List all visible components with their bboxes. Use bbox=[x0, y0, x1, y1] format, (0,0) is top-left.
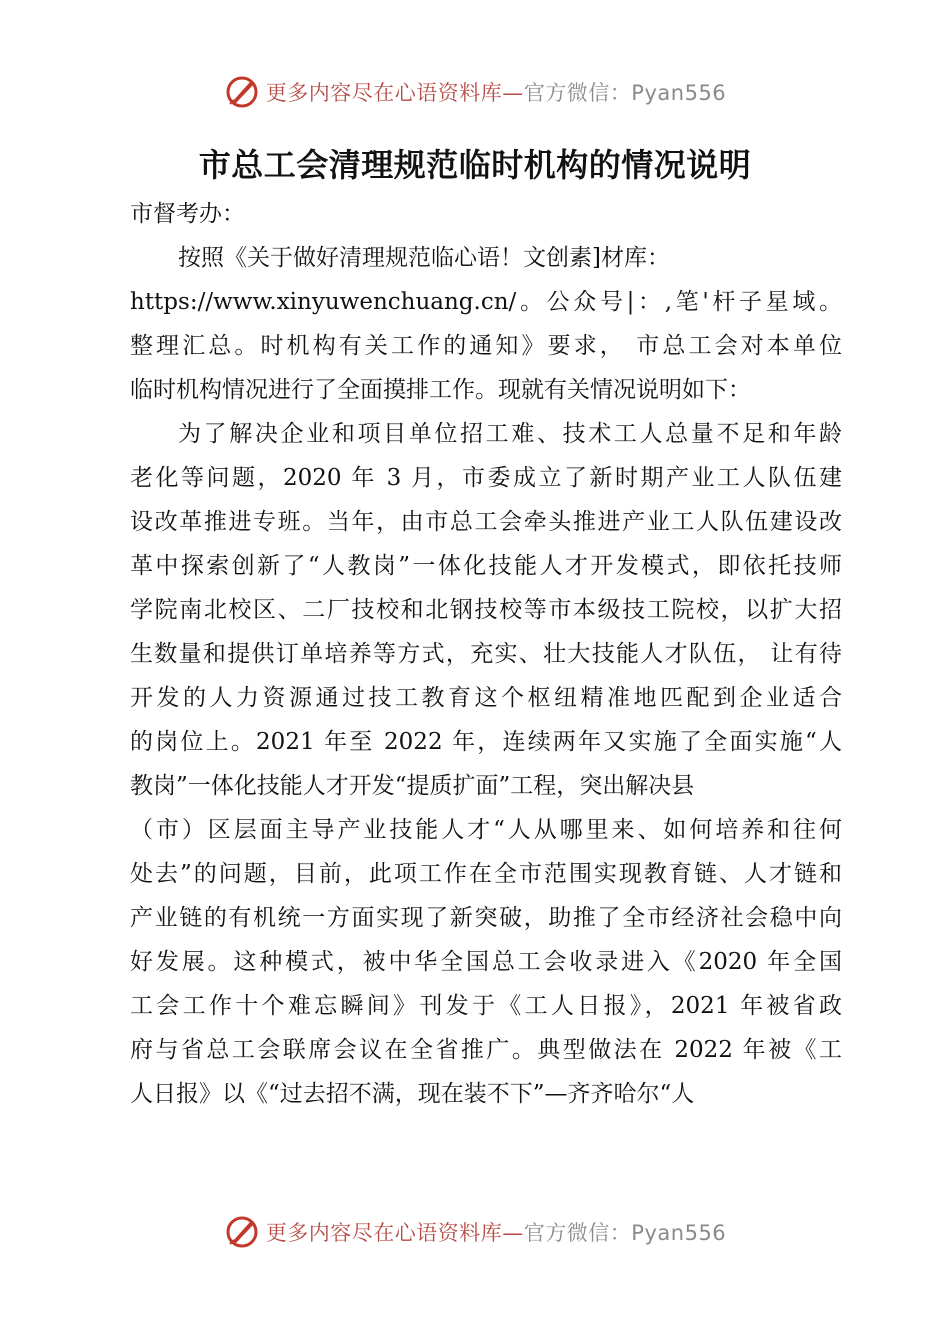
header-banner bbox=[0, 72, 950, 112]
paragraph-line: 处去”的问题，目前，此项工作在全市范围实现教育链、人才链和 bbox=[130, 861, 842, 887]
header-wechat: 官方微信：Pyan556 bbox=[523, 81, 727, 105]
paragraph-line: 为了解决企业和项目单位招工难、技术工人总量不足和年龄 bbox=[178, 421, 842, 447]
paragraph-line: 的岗位上。2021 年至 2022 年，连续两年又实施了全面实施“人 bbox=[130, 729, 842, 755]
paragraph-line: 老化等问题，2020 年 3 月，市委成立了新时期产业工人队伍建 bbox=[130, 465, 842, 491]
page-title: 市总工会清理规范临时机构的情况说明 bbox=[198, 146, 752, 184]
paragraph-line: 革中探索创新了“人教岗”一体化技能人才开发模式，即依托技师 bbox=[130, 553, 842, 579]
paragraph-line: 整理汇总。时机构有关工作的通知》要求， 市总工会对本单位 bbox=[130, 333, 842, 359]
paragraph-line: 学院南北校区、二厂技校和北钢技校等市本级技工院校，以扩大招 bbox=[130, 597, 842, 623]
paragraph-line: 工会工作十个难忘瞬间》刊发于《工人日报》，2021 年被省政 bbox=[130, 993, 842, 1019]
paragraph-line: 设改革推进专班。当年，由市总工会牵头推进产业工人队伍建设改 bbox=[130, 509, 842, 535]
paragraph-line: 教岗”一体化技能人才开发“提质扩面”工程，突出解决县 bbox=[130, 773, 695, 799]
paragraph-line: 生数量和提供订单培养等方式，充实、壮大技能人才队伍， 让有待 bbox=[130, 641, 842, 667]
salutation: 市督考办： bbox=[130, 201, 245, 227]
paragraph-line: 府与省总工会联席会议在全省推广。典型做法在 2022 年被《工 bbox=[130, 1037, 842, 1063]
paragraph-line: 产业链的有机统一方面实现了新突破，助推了全市经济社会稳中向 bbox=[130, 905, 842, 931]
paragraph-line: 人日报》以《“过去招不满，现在装不下”—齐齐哈尔“人 bbox=[130, 1081, 695, 1107]
paragraph-line: 临时机构情况进行了全面摸排工作。现就有关情况说明如下： bbox=[130, 377, 751, 403]
footer-banner bbox=[0, 1212, 950, 1252]
paragraph-line: （市）区层面主导产业技能人才“人从哪里来、如何培养和往何 bbox=[130, 817, 842, 843]
document-body bbox=[130, 192, 842, 1116]
footer-text: 更多内容尽在心语资料库— bbox=[265, 1221, 524, 1245]
paragraph-line: 开发的人力资源通过技工教育这个枢纽精准地匹配到企业适合 bbox=[130, 685, 842, 711]
red-quill-circle-icon bbox=[224, 1214, 260, 1250]
red-quill-circle-icon bbox=[224, 74, 260, 110]
paragraph-line: 按照《关于做好清理规范临心语！文创素]材库： bbox=[178, 245, 670, 271]
footer-wechat: 官方微信：Pyan556 bbox=[523, 1221, 727, 1245]
paragraph-line: 好发展。这种模式，被中华全国总工会收录进入《2020 年全国 bbox=[130, 949, 842, 975]
paragraph-line: https://www.xinyuwenchuang.cn/。公众号|：,笔'杆子星域。 bbox=[130, 289, 842, 315]
header-text: 更多内容尽在心语资料库— bbox=[265, 81, 524, 105]
